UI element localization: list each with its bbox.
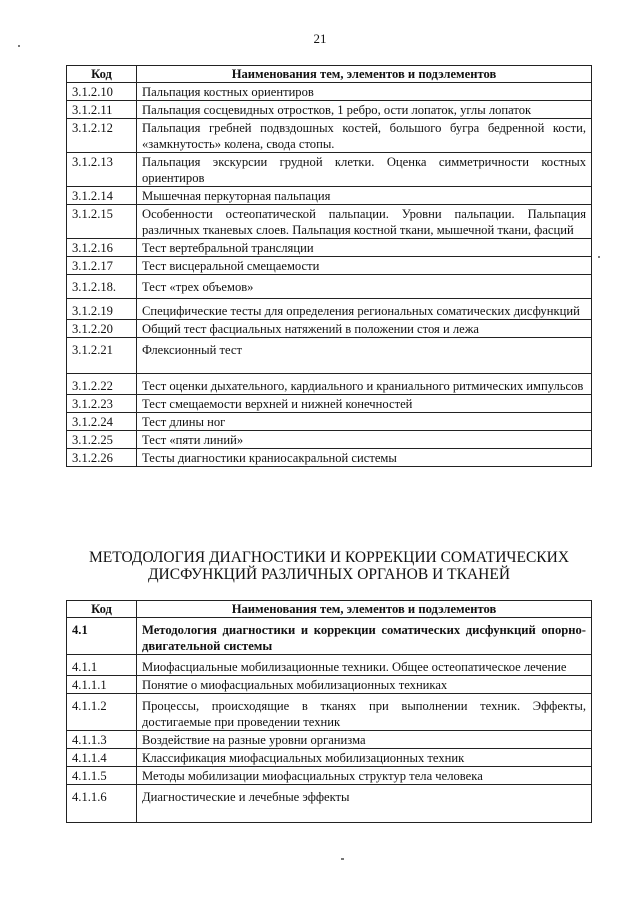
table-row (67, 413, 592, 431)
table-row (67, 205, 592, 239)
table-row (67, 338, 592, 374)
table-row (67, 395, 592, 413)
table-row (67, 119, 592, 153)
scan-speck (341, 858, 344, 860)
row-code: 3.1.2.25 (67, 431, 137, 449)
row-name: Миофасциальные мобилизационные техники. Общее остеопатическое лечение (137, 655, 592, 676)
row-name: Классификация миофасциальных мобилизационных техник (137, 749, 592, 767)
row-name: Пальпация экскурсии грудной клетки. Оценка симметричности костных ориентиров (137, 153, 592, 187)
row-name: Специфические тесты для определения региональных соматических дисфункций (137, 299, 592, 320)
row-code: 4.1.1.3 (67, 731, 137, 749)
row-name: Процессы, происходящие в тканях при выполнении техник. Эффекты, достигаемые при проведении техник (137, 694, 592, 731)
table-row (67, 618, 592, 655)
table-row (67, 257, 592, 275)
row-name: Особенности остеопатической пальпации. Уровни пальпации. Пальпация различных тканевых слоев. Пальпация костной ткани, мышечной ткани, фасций (137, 205, 592, 239)
table-row (67, 153, 592, 187)
row-code: 3.1.2.14 (67, 187, 137, 205)
table-row (67, 239, 592, 257)
row-name: Тесты диагностики краниосакральной системы (137, 449, 592, 467)
row-name: Пальпация гребней подвздошных костей, большого бугра бедренной кости, «замкнутость» колена, свода стопы. (137, 119, 592, 153)
table-row (67, 101, 592, 119)
row-code: 3.1.2.16 (67, 239, 137, 257)
row-code: 3.1.2.17 (67, 257, 137, 275)
row-name: Тест «пяти линий» (137, 431, 592, 449)
table-row (67, 187, 592, 205)
table-row (67, 431, 592, 449)
row-name: Мышечная перкуторная пальпация (137, 187, 592, 205)
row-code: 4.1.1.4 (67, 749, 137, 767)
table-row (67, 299, 592, 320)
row-code: 4.1.1.1 (67, 676, 137, 694)
row-name: Тест вертебральной трансляции (137, 239, 592, 257)
row-code: 3.1.2.26 (67, 449, 137, 467)
name-column-header: Наименования тем, элементов и подэлементов (137, 601, 592, 618)
section-heading-line-1: МЕТОДОЛОГИЯ ДИАГНОСТИКИ И КОРРЕКЦИИ СОМАТИЧЕСКИХ (88, 549, 570, 566)
table-row (67, 749, 592, 767)
code-column-header: Код (67, 601, 137, 618)
row-code: 3.1.2.11 (67, 101, 137, 119)
row-name: Методология диагностики и коррекции соматических дисфункций опорно-двигательной системы (137, 618, 592, 655)
row-code: 3.1.2.12 (67, 119, 137, 153)
scan-speck (18, 45, 20, 47)
row-name: Методы мобилизации миофасциальных структур тела человека (137, 767, 592, 785)
table-row (67, 374, 592, 395)
row-name: Диагностические и лечебные эффекты (137, 785, 592, 823)
code-column-header: Код (67, 66, 137, 83)
topics-table-1 (66, 65, 592, 467)
row-code: 4.1.1 (67, 655, 137, 676)
row-code: 4.1 (67, 618, 137, 655)
table-header-row (67, 601, 592, 618)
row-code: 3.1.2.22 (67, 374, 137, 395)
row-code: 4.1.1.6 (67, 785, 137, 823)
row-code: 3.1.2.23 (67, 395, 137, 413)
row-name: Пальпация сосцевидных отростков, 1 ребро, ости лопаток, углы лопаток (137, 101, 592, 119)
table-row (67, 655, 592, 676)
table-row (67, 676, 592, 694)
page-number: 21 (313, 31, 327, 46)
row-code: 3.1.2.15 (67, 205, 137, 239)
row-name: Понятие о миофасциальных мобилизационных техниках (137, 676, 592, 694)
row-name: Тест «трех объемов» (137, 275, 592, 299)
row-code: 4.1.1.2 (67, 694, 137, 731)
table-row (67, 320, 592, 338)
topics-table-2 (66, 600, 592, 823)
section-heading-line-2: ДИСФУНКЦИЙ РАЗЛИЧНЫХ ОРГАНОВ И ТКАНЕЙ (147, 566, 511, 583)
row-name: Пальпация костных ориентиров (137, 83, 592, 101)
name-column-header: Наименования тем, элементов и подэлементов (137, 66, 592, 83)
row-name: Тест длины ног (137, 413, 592, 431)
table-row (67, 275, 592, 299)
table-row (67, 449, 592, 467)
row-code: 3.1.2.24 (67, 413, 137, 431)
row-code: 4.1.1.5 (67, 767, 137, 785)
row-name: Общий тест фасциальных натяжений в положении стоя и лежа (137, 320, 592, 338)
row-name: Тест висцеральной смещаемости (137, 257, 592, 275)
row-name: Флексионный тест (137, 338, 592, 374)
table-header-row (67, 66, 592, 83)
table-row (67, 694, 592, 731)
table-row (67, 785, 592, 823)
row-code: 3.1.2.21 (67, 338, 137, 374)
row-name: Воздействие на разные уровни организма (137, 731, 592, 749)
table-row (67, 767, 592, 785)
row-code: 3.1.2.10 (67, 83, 137, 101)
table-row (67, 731, 592, 749)
scan-speck (598, 256, 600, 258)
row-code: 3.1.2.13 (67, 153, 137, 187)
section-heading (66, 549, 592, 583)
row-code: 3.1.2.20 (67, 320, 137, 338)
row-code: 3.1.2.19 (67, 299, 137, 320)
row-code: 3.1.2.18. (67, 275, 137, 299)
table-row (67, 83, 592, 101)
row-name: Тест смещаемости верхней и нижней конечностей (137, 395, 592, 413)
row-name: Тест оценки дыхательного, кардиального и краниального ритмических импульсов (137, 374, 592, 395)
